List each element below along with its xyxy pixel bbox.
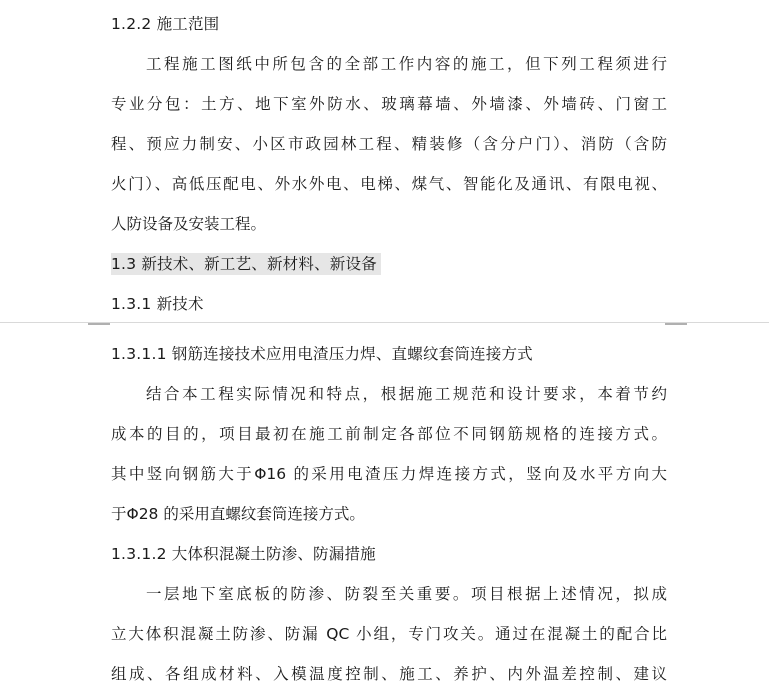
paragraph-line: 一层地下室底板的防渗、防裂至关重要。项目根据上述情况，拟成 [146, 585, 667, 603]
paragraph-line: 程、预应力制安、小区市政园林工程、精装修（含分户门）、消防（含防 [111, 135, 667, 153]
paragraph-line: 人防设备及安装工程。 [111, 215, 267, 233]
paragraph-line: 火门）、高低压配电、外水外电、电梯、煤气、智能化及通讯、有限电视、 [111, 175, 667, 193]
margin-corner-mark [665, 316, 687, 324]
section-heading-1-3-1-2: 1.3.1.2 大体积混凝土防渗、防漏措施 [111, 545, 376, 563]
section-heading-1-3-1: 1.3.1 新技术 [111, 295, 204, 313]
paragraph-line: 结合本工程实际情况和特点，根据施工规范和设计要求，本着节约 [146, 385, 667, 403]
section-heading-1-3 [111, 253, 667, 275]
selected-heading-text[interactable]: 1.3 新技术、新工艺、新材料、新设备 [111, 253, 381, 275]
paragraph-line: 组成、各组成材料、入模温度控制、施工、养护、内外温差控制、建议 [111, 665, 667, 683]
paragraph-line: 于Φ28 的采用直螺纹套筒连接方式。 [111, 505, 365, 523]
document-page-2 [0, 327, 769, 686]
paragraph-line: 成本的目的，项目最初在施工前制定各部位不同钢筋规格的连接方式。 [111, 425, 667, 443]
margin-corner-mark [88, 316, 110, 324]
paragraph-line: 专业分包：土方、地下室外防水、玻璃幕墙、外墙漆、外墙砖、门窗工 [111, 95, 667, 113]
section-heading-1-3-1-1: 1.3.1.1 钢筋连接技术应用电渣压力焊、直螺纹套筒连接方式 [111, 345, 533, 363]
paragraph-line: 其中竖向钢筋大于Φ16 的采用电渣压力焊连接方式，竖向及水平方向大 [111, 465, 667, 483]
document-page-1 [0, 0, 769, 322]
section-heading-1-2-2: 1.2.2 施工范围 [111, 15, 220, 33]
paragraph-line: 工程施工图纸中所包含的全部工作内容的施工，但下列工程须进行 [146, 55, 667, 73]
paragraph-line: 立大体积混凝土防渗、防漏 QC 小组，专门攻关。通过在混凝土的配合比 [111, 625, 667, 643]
